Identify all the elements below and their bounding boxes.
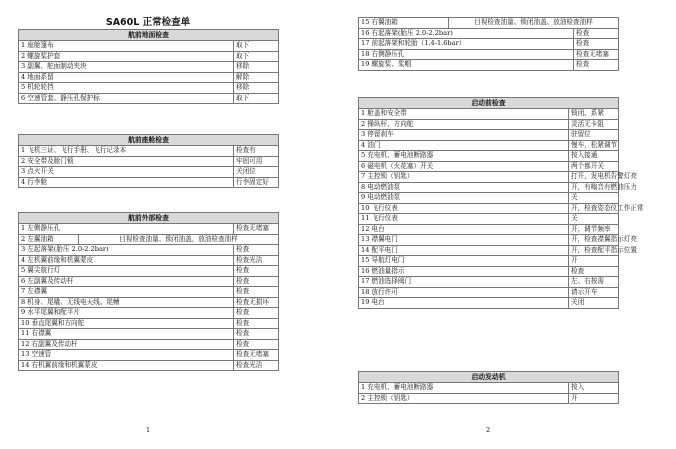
- checklist-row: [19, 339, 279, 350]
- checklist-item: 7 主控锁（钥匙）: [359, 172, 569, 183]
- checklist-action: 检查: [574, 39, 619, 50]
- checklist-row: [19, 255, 279, 266]
- checklist-action: 开，检查襟翼指示灯亮: [569, 235, 619, 246]
- checklist-item: 9 电动燃油泵: [359, 193, 569, 204]
- checklist-action: 检查: [234, 287, 279, 298]
- exterior-check-table-continued: [358, 17, 619, 71]
- checklist-item: 5 翼尖航行灯: [19, 266, 234, 277]
- checklist-row: [359, 130, 619, 141]
- checklist-row: [19, 245, 279, 256]
- checklist-item: 6 空速管套、静压孔保护标: [19, 93, 234, 104]
- checklist-item: 19 电台: [359, 298, 569, 309]
- section-heading-row: [359, 98, 619, 109]
- checklist-item: 12 右副翼及传动杆: [19, 339, 234, 350]
- checklist-row: [359, 224, 619, 235]
- checklist-action: 检查: [574, 28, 619, 39]
- checklist-row: [19, 287, 279, 298]
- section-heading-row: [19, 213, 279, 224]
- checklist-item: 5 充电机、蓄电池断路器: [359, 151, 569, 162]
- checklist-row: [359, 245, 619, 256]
- checklist-action: 慢车，松紧调节: [569, 140, 619, 151]
- checklist-item: 2 操纵杆、方向舵: [359, 119, 569, 130]
- checklist-row: [359, 256, 619, 267]
- section-heading: 航前座舱检查: [19, 135, 279, 146]
- checklist-row: [359, 193, 619, 204]
- checklist-action: 检查: [234, 245, 279, 256]
- checklist-item: 2 安全带及舱门锁: [19, 156, 234, 167]
- checklist-row: [19, 297, 279, 308]
- checklist-item: 5 机轮轮挡: [19, 83, 234, 94]
- checklist-row: [359, 60, 619, 71]
- checklist-action: 检查无堵塞: [234, 350, 279, 361]
- checklist-row: [19, 93, 279, 104]
- checklist-action: 请示开车: [569, 287, 619, 298]
- checklist-row: [359, 393, 619, 404]
- section-heading: 航前地面检查: [19, 30, 279, 41]
- checklist-row: [359, 28, 619, 39]
- checklist-item: 2 螺旋桨护套: [19, 51, 234, 62]
- checklist-item: 3 点火开关: [19, 167, 234, 178]
- checklist-action: 检查: [569, 266, 619, 277]
- checklist-item: 6 左副翼及传动杆: [19, 276, 234, 287]
- checklist-action: 检查无堵塞: [574, 49, 619, 60]
- section-heading-row: [19, 30, 279, 41]
- checklist-item: 19 螺旋桨、桨帽: [359, 60, 574, 71]
- checklist-item: 13 空速管: [19, 350, 234, 361]
- checklist-item: 2 左翼油箱: [19, 234, 79, 245]
- checklist-action: 取下: [234, 93, 279, 104]
- checklist-item: 4 左机翼前缘和机翼蒙皮: [19, 255, 234, 266]
- checklist-row: [359, 39, 619, 50]
- checklist-item: 16 燃油量指示: [359, 266, 569, 277]
- checklist-item: 3 副翼、舵面制动夹块: [19, 62, 234, 73]
- checklist-row: [19, 156, 279, 167]
- checklist-action: 检查: [234, 276, 279, 287]
- checklist-item: 4 行李舱: [19, 177, 234, 188]
- checklist-action: 按入: [569, 383, 619, 394]
- checklist-row: [359, 18, 619, 29]
- section-heading: 启动前检查: [359, 98, 619, 109]
- checklist-item: 8 电动燃油泵: [359, 182, 569, 193]
- checklist-item: 9 水平尾翼和配平片: [19, 308, 234, 319]
- checklist-item: 13 襟翼电门: [359, 235, 569, 246]
- checklist-row: [19, 308, 279, 319]
- checklist-action: 检查无堵塞: [234, 224, 279, 235]
- checklist-item: 11 飞行仪表: [359, 214, 569, 225]
- checklist-action: 按入接通: [569, 151, 619, 162]
- checklist-action: 检查光洁: [234, 255, 279, 266]
- checklist-row: [359, 235, 619, 246]
- ground-check-table: [18, 29, 279, 104]
- checklist-item: 11 右襟翼: [19, 329, 234, 340]
- checklist-row: [19, 51, 279, 62]
- section-heading-row: [359, 372, 619, 383]
- checklist-action: 牢固可用: [234, 156, 279, 167]
- checklist-item: 4 地面系留: [19, 72, 234, 83]
- checklist-action: 检查: [234, 266, 279, 277]
- checklist-row: [359, 277, 619, 288]
- checklist-row: [19, 72, 279, 83]
- checklist-row: [359, 140, 619, 151]
- checklist-item: 17 燃油选择阀门: [359, 277, 569, 288]
- checklist-row: [19, 360, 279, 371]
- page-1: [18, 0, 336, 449]
- checklist-item: 6 磁电机（火花塞）开关: [359, 161, 569, 172]
- checklist-row: [19, 146, 279, 157]
- checklist-row: [19, 329, 279, 340]
- checklist-action: 检查: [234, 339, 279, 350]
- checklist-action: 检查: [234, 318, 279, 329]
- checklist-item: 1 座舱篷布: [19, 41, 234, 52]
- checklist-action: 灵活无卡阻: [569, 119, 619, 130]
- section-heading: 启动发动机: [359, 372, 619, 383]
- checklist-row: [359, 119, 619, 130]
- checklist-row: [359, 383, 619, 394]
- checklist-row: [19, 167, 279, 178]
- checklist-item: 8 机身、尾橇、无线电天线、尾鳍: [19, 297, 234, 308]
- checklist-row: [359, 172, 619, 183]
- checklist-item: 4 油门: [359, 140, 569, 151]
- checklist-action: 关闭位: [234, 167, 279, 178]
- checklist-action: 开，检查配平指示位置: [569, 245, 619, 256]
- checklist-action: 开，检查姿态仪工作正常: [569, 203, 619, 214]
- document-title: SA60L 正常检查单: [105, 17, 191, 28]
- checklist-row: [19, 318, 279, 329]
- checklist-action: 移除: [234, 83, 279, 94]
- checklist-item: 14 配平电门: [359, 245, 569, 256]
- checklist-item: 1 充电机、蓄电池断路器: [359, 383, 569, 394]
- checklist-item: 18 右侧静压孔: [359, 49, 574, 60]
- section-heading-row: [19, 135, 279, 146]
- checklist-row: [359, 203, 619, 214]
- checklist-row: [359, 109, 619, 120]
- checklist-action: 目视检查油量、锁闭油盖、放油检查油样: [449, 18, 619, 29]
- checklist-row: [359, 214, 619, 225]
- checklist-row: [19, 62, 279, 73]
- checklist-row: [359, 49, 619, 60]
- checklist-row: [19, 350, 279, 361]
- checklist-row: [19, 41, 279, 52]
- checklist-row: [359, 161, 619, 172]
- checklist-item: 1 舱盖和安全带: [359, 109, 569, 120]
- checklist-item: 3 左起落架(胎压 2.0-2.2bar): [19, 245, 234, 256]
- checklist-item: 14 右机翼前缘和机翼蒙皮: [19, 360, 234, 371]
- prestart-check-table: [358, 97, 644, 309]
- checklist-row: [19, 234, 279, 245]
- checklist-row: [19, 177, 279, 188]
- checklist-action: 移除: [234, 62, 279, 73]
- page-number-2: 2: [486, 426, 491, 434]
- checklist-action: 取下: [234, 41, 279, 52]
- cockpit-check-table: [18, 134, 279, 188]
- checklist-item: 10 垂直尾翼和方向舵: [19, 318, 234, 329]
- checklist-item: 7 左襟翼: [19, 287, 234, 298]
- checklist-row: [359, 266, 619, 277]
- checklist-action: 关闭: [569, 298, 619, 309]
- checklist-action: 驻留位: [569, 130, 619, 141]
- page-2: [358, 0, 676, 449]
- checklist-action: 检查无损坏: [234, 297, 279, 308]
- checklist-action: 左、右按需: [569, 277, 619, 288]
- checklist-item: 1 飞机三证、飞行手册、飞行记录本: [19, 146, 234, 157]
- checklist-row: [359, 151, 619, 162]
- checklist-action: 取下: [234, 51, 279, 62]
- engine-start-table: [358, 371, 619, 404]
- checklist-action: 检查: [234, 329, 279, 340]
- checklist-item: 3 停留刹车: [359, 130, 569, 141]
- checklist-action: 行李固定好: [234, 177, 279, 188]
- checklist-action: 关: [569, 214, 619, 225]
- checklist-row: [19, 266, 279, 277]
- checklist-action: 开，有嗡音有燃油压力: [569, 182, 619, 193]
- checklist-row: [359, 298, 619, 309]
- checklist-row: [359, 182, 619, 193]
- checklist-action: 关: [569, 193, 619, 204]
- checklist-item: 17 前起落架和轮胎（1.4-1.6bar）: [359, 39, 574, 50]
- checklist-action: 开，调节频率: [569, 224, 619, 235]
- checklist-action: 检查光洁: [234, 360, 279, 371]
- checklist-item: 15 右翼油箱: [359, 18, 449, 29]
- checklist-item: 10 飞行仪表: [359, 203, 569, 214]
- section-heading: 航前外部检查: [19, 213, 279, 224]
- checklist-row: [359, 287, 619, 298]
- checklist-item: 18 放行许可: [359, 287, 569, 298]
- checklist-item: 16 右起落架(胎压 2.0-2.2bar): [359, 28, 574, 39]
- checklist-action: 开: [569, 393, 619, 404]
- checklist-item: 12 电台: [359, 224, 569, 235]
- checklist-item: 2 主控锁（钥匙）: [359, 393, 569, 404]
- page-number-1: 1: [146, 426, 151, 434]
- checklist-row: [19, 83, 279, 94]
- checklist-action: 打开，发电机告警灯亮: [569, 172, 619, 183]
- checklist-action: 两个都开关: [569, 161, 619, 172]
- checklist-action: 开: [569, 256, 619, 267]
- checklist-item: 1 左侧静压孔: [19, 224, 234, 235]
- checklist-row: [19, 276, 279, 287]
- checklist-item: 15 导航灯电门: [359, 256, 569, 267]
- exterior-check-table: [18, 212, 279, 371]
- checklist-action: 解除: [234, 72, 279, 83]
- checklist-row: [19, 224, 279, 235]
- checklist-action: 检查有: [234, 146, 279, 157]
- checklist-action: 检查: [574, 60, 619, 71]
- checklist-action: 锁闭、系紧: [569, 109, 619, 120]
- checklist-action: 检查: [234, 308, 279, 319]
- checklist-action: 目视检查油量、锁闭油盖，放油检查油样: [79, 234, 279, 245]
